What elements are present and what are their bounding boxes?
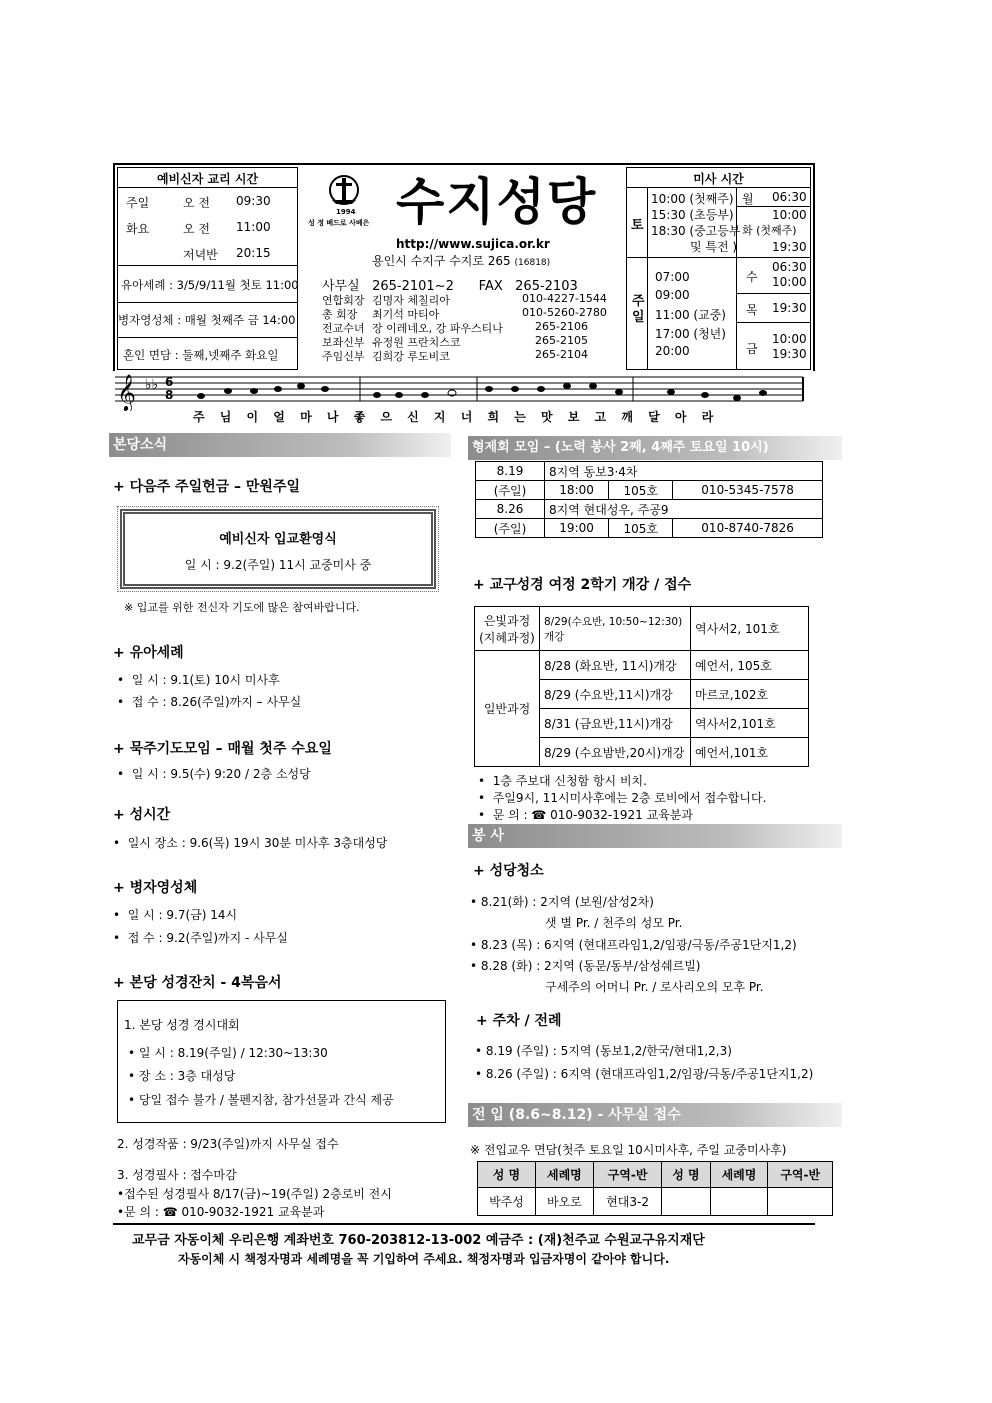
holy-hour-heading: + 성시간 bbox=[113, 807, 171, 823]
weekday-label: 금 bbox=[746, 342, 758, 356]
parish-title: 수지성당 bbox=[396, 173, 598, 231]
contact-role: 전교수녀 bbox=[322, 322, 365, 335]
transcription-item-text: 접수된 성경필사 8/17(금)~19(주일) 2층로비 전시 bbox=[124, 1187, 392, 1201]
course-group-label: 은빛과정 bbox=[483, 613, 531, 628]
sun-time: 17:00 (청년) bbox=[655, 327, 726, 341]
rosary-heading: + 묵주기도모임 – 매월 첫주 수요일 bbox=[113, 741, 332, 757]
course-note-text: 1층 주보대 신청함 항시 비치. bbox=[492, 774, 647, 788]
contact-name: 최기석 마티아 bbox=[372, 308, 440, 321]
catechism-day: 화요 bbox=[126, 222, 150, 236]
course-note-text: 주일9시, 11시미사후에는 2층 로비에서 접수합니다. bbox=[492, 791, 767, 805]
contact-phone: 010-4227-1544 bbox=[522, 292, 607, 305]
weekday-label: 화 (첫째주) bbox=[742, 224, 797, 237]
rosary-item: • 일 시 : 9.5(수) 9:20 / 2층 소성당 bbox=[117, 767, 311, 781]
contact-role: 총 회장 bbox=[322, 308, 358, 321]
sat-time: 18:30 (중고등부 bbox=[651, 224, 741, 238]
divider bbox=[736, 187, 737, 370]
meeting-date: 8.26 bbox=[476, 500, 545, 519]
course-book: 마르코,102호 bbox=[691, 680, 809, 709]
sun-time: 11:00 (교중) bbox=[655, 308, 726, 322]
bible-contest-item: • 당일 접수 불가 / 볼펜지참, 참가선물과 간식 제공 bbox=[128, 1093, 394, 1107]
mass-title: 미사 시간 bbox=[693, 172, 744, 186]
catechism-title: 예비신자 교리 시간 bbox=[156, 172, 259, 186]
office-phone: 265-2101~2 bbox=[372, 279, 454, 294]
bible-contest-item-text: 장 소 : 3층 대성당 bbox=[138, 1069, 236, 1083]
meeting-room: 105호 bbox=[609, 519, 673, 538]
parish-address bbox=[372, 252, 550, 269]
divider bbox=[736, 322, 811, 323]
col-header: 구역-반 bbox=[768, 1162, 833, 1188]
meeting-region: 8지역 현대성우, 주공9 bbox=[545, 500, 823, 519]
course-note: • 1층 주보대 신청함 항시 비치. bbox=[478, 774, 647, 788]
course-schedule: 8/29 (수요밤반,20시)개강 bbox=[540, 738, 691, 767]
sat-time: 15:30 (초등부) bbox=[651, 208, 734, 222]
weekday-label: 수 bbox=[746, 270, 758, 284]
weekday-time: 19:30 bbox=[772, 301, 807, 315]
meeting-day: (주일) bbox=[476, 481, 545, 500]
divider bbox=[117, 337, 298, 338]
divider bbox=[117, 265, 298, 266]
course-schedule: 8/29(수요반, 10:50~12:30)개강 bbox=[540, 607, 691, 651]
col-header: 성 명 bbox=[662, 1162, 710, 1188]
sun-time: 07:00 bbox=[655, 270, 690, 284]
sick-communion-heading: + 병자영성체 bbox=[113, 880, 198, 896]
table-row bbox=[476, 519, 823, 538]
baptism-item: • 일 시 : 9.1(토) 10시 미사후 bbox=[117, 673, 280, 687]
course-schedule: 8/29 (수요반,11시)개강 bbox=[540, 680, 691, 709]
transcription-item: •접수된 성경필사 8/17(금)~19(주일) 2층로비 전시 bbox=[117, 1187, 392, 1201]
sat-time: 10:00 (첫째주) bbox=[651, 192, 734, 206]
course-note-text: 문 의 : ☎ 010-9032-1921 교육분과 bbox=[492, 808, 693, 822]
transfer-cell bbox=[662, 1188, 710, 1216]
transcription-item: •문 의 : ☎ 010-9032-1921 교육분과 bbox=[117, 1205, 325, 1219]
course-book: 역사서2, 101호 bbox=[691, 607, 809, 651]
contact-phone: 265-2104 bbox=[535, 348, 588, 361]
transfer-cell bbox=[710, 1188, 768, 1216]
sick-item: • 일 시 : 9.7(금) 14시 bbox=[113, 908, 238, 922]
catechism-time: 11:00 bbox=[236, 220, 271, 234]
transfer-cell: 바오로 bbox=[535, 1188, 593, 1216]
meeting-time: 19:00 bbox=[545, 519, 609, 538]
transcription-item-text: 문 의 : ☎ 010-9032-1921 교육분과 bbox=[124, 1205, 325, 1219]
svg-text:𝄞: 𝄞 bbox=[117, 373, 136, 411]
bible-contest-item-text: 일 시 : 8.19(주일) / 12:30~13:30 bbox=[138, 1046, 328, 1060]
transfer-note: ※ 전입교우 면담(첫주 토요일 10시미사후, 주일 교중미사후) bbox=[470, 1143, 787, 1157]
parish-news-section-title: 본당소식 bbox=[109, 433, 451, 457]
svg-text:6: 6 bbox=[165, 375, 174, 389]
contact-phone: 010-5260-2780 bbox=[522, 306, 607, 319]
marriage-info: 혼인 면담 : 둘째,넷째주 화요일 bbox=[123, 348, 279, 362]
sunday-label: 주일 bbox=[632, 294, 645, 325]
saturday-label: 토 bbox=[631, 218, 644, 233]
col-header: 세례명 bbox=[535, 1162, 593, 1188]
music-notes-icon bbox=[113, 371, 815, 411]
weekday-time: 10:00 bbox=[772, 332, 807, 346]
svg-text:♭♭: ♭♭ bbox=[145, 377, 159, 393]
weekday-time: 06:30 bbox=[772, 190, 807, 204]
sick-item-text: 일 시 : 9.7(금) 14시 bbox=[127, 908, 238, 922]
weekday-label: 월 bbox=[742, 192, 754, 206]
meeting-room: 105호 bbox=[609, 481, 673, 500]
divider bbox=[626, 257, 736, 258]
meeting-time: 18:00 bbox=[545, 481, 609, 500]
contact-name: 유정원 프란치스코 bbox=[372, 336, 461, 349]
contact-role: 연합회장 bbox=[322, 294, 365, 307]
sick-communion-info: 병자영성체 : 매월 첫째주 금 14:00 bbox=[118, 313, 296, 327]
sun-time: 09:00 bbox=[655, 288, 690, 302]
bible-contest-item: • 일 시 : 8.19(주일) / 12:30~13:30 bbox=[128, 1046, 328, 1060]
logo-text: 성 정 베드로 사베은 bbox=[308, 219, 370, 227]
cleaning-sub: 구세주의 어머니 Pr. / 로사리오의 모후 Pr. bbox=[545, 980, 764, 994]
bible-course-table bbox=[474, 606, 809, 767]
footer-divider bbox=[113, 1223, 815, 1225]
bible-contest-item: • 장 소 : 3층 대성당 bbox=[128, 1069, 236, 1083]
bible-artwork: 2. 성경작품 : 9/23(주일)까지 사무실 접수 bbox=[117, 1137, 339, 1151]
divider bbox=[647, 187, 648, 370]
weekday-time: 06:30 bbox=[772, 260, 807, 274]
footer-account: 교무금 자동이체 우리은행 계좌번호 760-203812-13-002 예금주 : (재)천주교 수원교구유지재단 bbox=[132, 1233, 705, 1248]
bible-fest-heading: + 본당 성경잔치 - 4복음서 bbox=[113, 975, 282, 991]
catechism-time: 20:15 bbox=[236, 246, 271, 260]
infant-baptism-heading: + 유아세례 bbox=[113, 645, 184, 661]
office-label: 사무실 bbox=[322, 279, 360, 294]
cleaning-item: • 8.23 (목) : 6지역 (현대프라임1,2/임광/극동/주공1단지1,2) bbox=[470, 938, 797, 952]
meeting-region: 8지역 동보3·4차 bbox=[545, 462, 823, 481]
col-header: 성 명 bbox=[478, 1162, 536, 1188]
course-schedule: 8/28 (화요반, 11시)개강 bbox=[540, 651, 691, 680]
zip-code: (16818) bbox=[514, 258, 551, 268]
course-schedule: 8/31 (금요반,11시)개강 bbox=[540, 709, 691, 738]
course-book: 역사서2,101호 bbox=[691, 709, 809, 738]
brothers-table bbox=[475, 461, 823, 538]
parking-item: • 8.26 (주일) : 6지역 (현대프라임1,2/임광/극동/주공1단지1,2) bbox=[475, 1067, 814, 1081]
music-staff bbox=[113, 371, 815, 431]
transfer-table bbox=[477, 1161, 833, 1216]
parking-heading: + 주차 / 전례 bbox=[476, 1013, 562, 1029]
catechism-time: 09:30 bbox=[236, 194, 271, 208]
meeting-date: 8.19 bbox=[476, 462, 545, 481]
sun-time: 20:00 bbox=[655, 344, 690, 358]
bible-transcription: 3. 성경필사 : 접수마감 bbox=[117, 1168, 237, 1182]
divider bbox=[736, 206, 811, 207]
divider bbox=[626, 187, 811, 188]
weekday-time: 19:30 bbox=[772, 240, 807, 254]
parking-item: • 8.19 (주일) : 5지역 (동보1,2/한국/현대1,2,3) bbox=[475, 1044, 732, 1058]
course-book: 예언서,101호 bbox=[691, 738, 809, 767]
contact-name: 김희강 루도비코 bbox=[372, 350, 450, 363]
table-row bbox=[476, 500, 823, 519]
course-book: 예언서, 105호 bbox=[691, 651, 809, 680]
welcome-ceremony-box bbox=[120, 509, 436, 589]
catechism-ampm: 오 전 bbox=[183, 222, 210, 236]
cleaning-sub: 샛 별 Pr. / 천주의 성모 Pr. bbox=[545, 916, 683, 930]
baptism-item-text: 접 수 : 8.26(주일)까지 – 사무실 bbox=[131, 695, 302, 709]
cleaning-item: • 8.21(화) : 2지역 (보원/삼성2차) bbox=[470, 895, 654, 909]
course-group bbox=[475, 607, 540, 651]
contact-name: 장 이레네오, 강 파우스티나 bbox=[372, 322, 503, 335]
cleaning-heading: + 성당청소 bbox=[473, 863, 544, 879]
table-row bbox=[478, 1188, 833, 1216]
welcome-detail: 일 시 : 9.2(주일) 11시 교중미사 중 bbox=[184, 558, 372, 572]
music-lyrics: 주 님 이 얼 마 나 좋 으 신 지 너 희 는 맛 보 고 깨 달 아 라 bbox=[193, 410, 717, 424]
divider bbox=[117, 187, 298, 188]
brothers-meeting-section-title: 형제회 모임 – (노력 봉사 2째, 4째주 토요일 10시) bbox=[468, 436, 842, 460]
address-text: 용인시 수지구 수지로 265 bbox=[372, 254, 511, 268]
sick-item: • 접 수 : 9.2(주일)까지 - 사무실 bbox=[113, 931, 288, 945]
contact-role: 보좌신부 bbox=[322, 336, 365, 349]
transfer-section-title: 전 입 (8.6~8.12) - 사무실 접수 bbox=[468, 1103, 842, 1127]
baptism-item: • 접 수 : 8.26(주일)까지 – 사무실 bbox=[117, 695, 302, 709]
transfer-cell: 현대3-2 bbox=[593, 1188, 662, 1216]
sat-time: 및 특전 ) bbox=[690, 240, 738, 254]
contact-name: 김명자 체칠리아 bbox=[372, 294, 450, 307]
catechism-day: 주일 bbox=[126, 196, 150, 210]
catechism-ampm: 저녁반 bbox=[183, 248, 218, 262]
course-note: • 주일9시, 11시미사후에는 2층 로비에서 접수합니다. bbox=[478, 791, 767, 805]
course-group-sublabel: (지혜과정) bbox=[479, 630, 535, 645]
baptism-item-text: 일 시 : 9.1(토) 10시 미사후 bbox=[131, 673, 280, 687]
contact-phone: 265-2106 bbox=[535, 320, 588, 333]
infant-baptism-info: 유아세례 : 3/5/9/11월 첫토 11:00 bbox=[121, 278, 299, 292]
bible-course-heading: + 교구성경 여정 2학기 개강 / 접수 bbox=[473, 577, 692, 593]
offering-heading: + 다음주 주일헌금 – 만원주일 bbox=[113, 479, 300, 495]
table-row bbox=[475, 651, 809, 680]
parish-url[interactable]: http://www.sujica.or.kr bbox=[396, 237, 550, 251]
weekday-time: 10:00 bbox=[772, 208, 807, 222]
fax-number: 265-2103 bbox=[515, 279, 578, 294]
table-row bbox=[475, 607, 809, 651]
divider bbox=[117, 302, 298, 303]
meeting-day: (주일) bbox=[476, 519, 545, 538]
transfer-cell: 박주성 bbox=[478, 1188, 536, 1216]
col-header: 구역-반 bbox=[593, 1162, 662, 1188]
weekday-time: 10:00 bbox=[772, 275, 807, 289]
divider bbox=[736, 257, 811, 258]
table-row bbox=[476, 481, 823, 500]
contact-role: 주임신부 bbox=[322, 350, 365, 363]
parish-logo bbox=[306, 172, 386, 234]
welcome-title: 예비신자 입교환영식 bbox=[219, 532, 337, 547]
col-header: 세례명 bbox=[710, 1162, 768, 1188]
table-row bbox=[476, 462, 823, 481]
transfer-cell bbox=[768, 1188, 833, 1216]
weekday-label: 목 bbox=[746, 303, 758, 317]
cleaning-item: • 8.28 (화) : 2지역 (동문/동부/삼성쉐르빌) bbox=[470, 959, 701, 973]
service-section-title: 봉 사 bbox=[468, 824, 842, 848]
sick-item-text: 접 수 : 9.2(주일)까지 - 사무실 bbox=[127, 931, 288, 945]
divider bbox=[736, 293, 811, 294]
holy-hour-item: • 일시 장소 : 9.6(목) 19시 30분 미사후 3층대성당 bbox=[113, 836, 388, 850]
catechism-ampm: 오 전 bbox=[183, 196, 210, 210]
rosary-item-text: 일 시 : 9.5(수) 9:20 / 2층 소성당 bbox=[131, 767, 311, 781]
bible-contest-title: 1. 본당 성경 경시대회 bbox=[124, 1018, 240, 1032]
course-note: • 문 의 : ☎ 010-9032-1921 교육분과 bbox=[478, 808, 693, 822]
contact-phone: 265-2105 bbox=[535, 334, 588, 347]
table-row bbox=[478, 1162, 833, 1188]
holy-hour-item-text: 일시 장소 : 9.6(목) 19시 30분 미사후 3층대성당 bbox=[127, 836, 388, 850]
weekday-time: 19:30 bbox=[772, 347, 807, 361]
course-group-label: 일반과정 bbox=[475, 651, 540, 767]
bible-contest-item-text: 당일 접수 불가 / 볼펜지참, 참가선물과 간식 제공 bbox=[138, 1093, 394, 1107]
welcome-note: ※ 입교를 위한 전신자 기도에 많은 참여바랍니다. bbox=[124, 601, 360, 614]
footer-note: 자동이체 시 책정자명과 세례명을 꼭 기입하여 주세요. 책정자명과 입금자명이 같아야 합니다. bbox=[178, 1252, 670, 1266]
fax-label: FAX bbox=[478, 279, 503, 294]
meeting-phone: 010-8740-7826 bbox=[673, 519, 823, 538]
meeting-phone: 010-5345-7578 bbox=[673, 481, 823, 500]
svg-text:8: 8 bbox=[165, 388, 174, 402]
logo-year: 1994 bbox=[336, 208, 356, 216]
